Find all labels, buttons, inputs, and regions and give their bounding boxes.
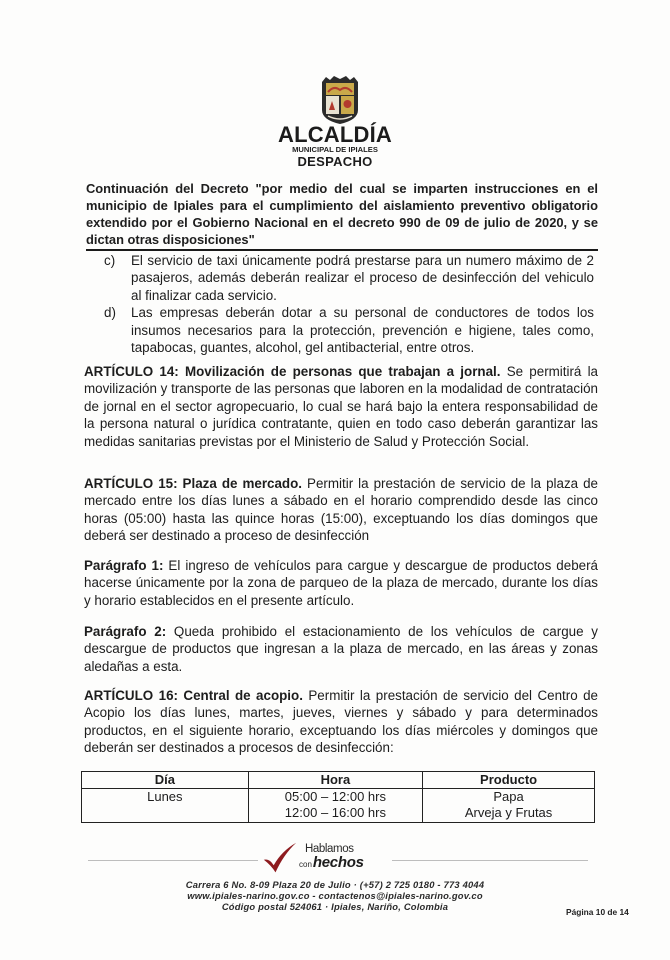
list-marker: d)	[104, 305, 116, 321]
paragraph-heading: Parágrafo 1:	[84, 558, 164, 573]
slogan-text	[299, 843, 364, 873]
article-14	[84, 363, 598, 450]
cell-dia	[82, 789, 249, 823]
acopio-schedule-table	[81, 771, 595, 823]
time-range: 05:00 – 12:00 hrs	[284, 789, 386, 804]
footer-divider-right	[392, 860, 588, 861]
paragraph-1	[84, 557, 598, 609]
list-item-text: El servicio de taxi únicamente podrá prestarse para un numero máximo de 2 pasajeros, además deberán realizar el proceso de desinfección del vehiculo al finalizar cada servicio.	[131, 253, 594, 303]
department-name: DESPACHO	[297, 154, 373, 169]
paragraph-body: Queda prohibido el estacionamiento de los vehículos de cargue y descargue de productos que ingresan a la plaza de mercado, en las áreas y zonas aledañas a esta.	[84, 624, 598, 674]
day-value: Lunes	[147, 789, 183, 804]
column-header-dia: Día	[82, 772, 249, 789]
cell-hora	[248, 789, 423, 823]
heading-underline	[86, 249, 598, 251]
article-body: Permitir la prestación de servicio de la plaza de mercado entre los días lunes a sábado en el horario comprendido desde las cinco horas (05:00) hasta las quince horas (15:00), exceptuando los días domingos que deberá ser destinado a proceso de desinfección	[84, 476, 598, 544]
article-16	[84, 687, 598, 757]
column-header-producto: Producto	[423, 772, 595, 789]
table-header-row	[82, 772, 595, 789]
cell-producto	[423, 789, 595, 823]
list-item	[104, 304, 594, 356]
footer-postal: Código postal 524061 · Ipiales, Nariño, Colombia	[221, 901, 449, 912]
article-heading: ARTÍCULO 15: Plaza de mercado.	[84, 476, 303, 491]
footer-address: Carrera 6 No. 8-09 Plaza 20 de Julio · (+57) 2 725 0180 - 773 4044	[185, 879, 485, 890]
paragraph-heading: Parágrafo 2:	[84, 624, 167, 639]
product-value: Arveja y Frutas	[464, 805, 553, 820]
list-marker: c)	[104, 253, 116, 268]
article-body: Permitir la prestación de servicio del Centro de Acopio los días lunes, martes, jueves, viernes y sábado y para determinados productos, en el siguiente horario, exceptuando los días miércoles y domingos que deberán ser destinados a procesos de desinfección:	[84, 688, 598, 756]
time-range: 12:00 – 16:00 hrs	[284, 805, 386, 820]
list-item	[104, 252, 594, 304]
footer-web-email[interactable]: www.ipiales-narino.gov.co - contactenos@ipiales-narino.gov.co	[187, 890, 483, 901]
decree-continuation-heading: Continuación del Decreto "por medio del cual se imparten instrucciones en el municipio de Ipiales para el cumplimiento del aislamiento preventivo obligatorio extendido por el Gobierno Nacional en el decreto 990 de 09 de julio de 2020, y se dictan otras disposiciones"	[86, 181, 598, 247]
list-item-text: Las empresas deberán dotar a su personal de conductores de todos los insumos necesarios para la protección, prevención e higiene, tales como, tapabocas, guantes, alcohol, gel antibacterial, entre otros.	[131, 305, 594, 356]
table-row	[82, 789, 595, 823]
slogan-line-1: Hablamos	[305, 843, 354, 855]
lettered-list	[104, 252, 594, 356]
checkmark-icon	[262, 840, 298, 876]
article-15	[84, 475, 598, 545]
slogan-con: con	[299, 860, 312, 869]
article-heading: ARTÍCULO 14: Movilización de personas que trabajan a jornal.	[84, 364, 501, 379]
page-number: Página 10 de 14	[566, 907, 629, 917]
slogan-row-2	[299, 855, 364, 873]
logo-subtitle: MUNICIPAL DE IPIALES	[292, 145, 378, 154]
article-body: Se permitirá la movilización y transporte de las personas que laboren en la modalidad de contratación de jornal en el sector agropecuario, lo cual se hará bajo la entera responsabilidad de la persona natural o jurídica contratante, quien en todo caso deberán garantizar las medidas sanitarias previstas por el Ministerio de Salud y Protección Social.	[84, 364, 599, 449]
product-value: Papa	[493, 789, 524, 804]
footer-divider-left	[88, 860, 258, 861]
article-heading: ARTÍCULO 16: Central de acopio.	[84, 688, 303, 703]
paragraph-body: El ingreso de vehículos para cargue y descargue de productos deberá hacerse únicamente por la zona de parqueo de la plaza de mercado, durante los días y horario establecidos en el presente artículo.	[84, 558, 598, 608]
paragraph-2	[84, 623, 598, 675]
logo-title: ALCALDÍA	[277, 122, 393, 147]
column-header-hora: Hora	[248, 772, 423, 789]
slogan-line-2: hechos	[312, 854, 364, 871]
slogan-logo	[262, 836, 364, 876]
coat-of-arms-icon	[316, 74, 364, 126]
municipal-crest-logo	[316, 74, 364, 126]
